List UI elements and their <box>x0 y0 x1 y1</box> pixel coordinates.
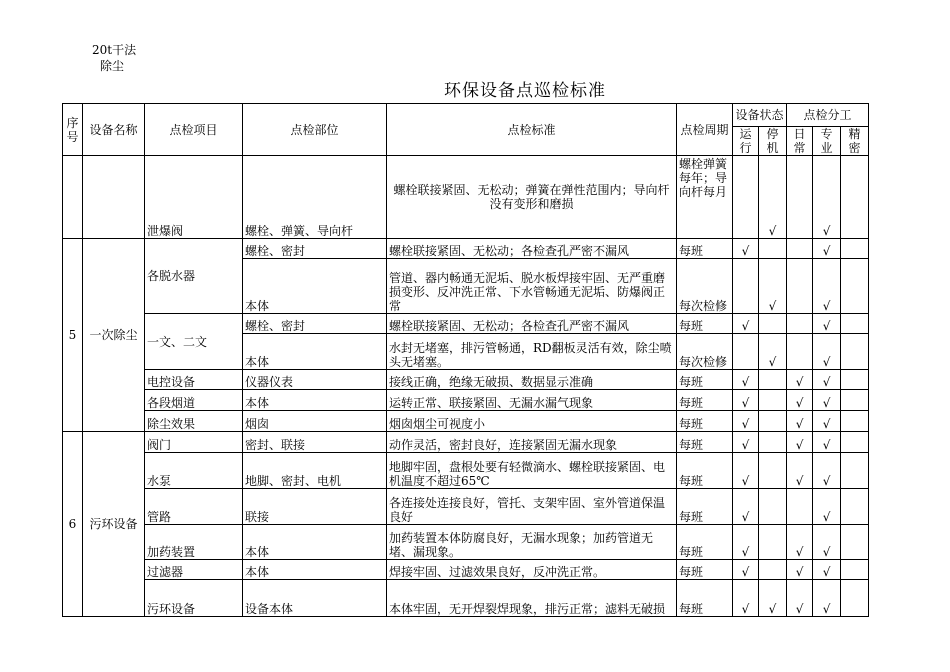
cycle-cell: 每班 <box>677 525 733 560</box>
stopped-cell <box>759 525 787 560</box>
cycle-cell: 每班 <box>677 314 733 334</box>
standard-cell: 地脚牢固，盘根处要有轻微滴水、螺栓联接紧固、电机温度不超过65℃ <box>387 453 677 489</box>
part-cell: 螺栓、密封 <box>243 314 387 334</box>
precision-cell <box>841 156 869 239</box>
stopped-check: √ <box>759 156 787 239</box>
running-check: √ <box>733 432 759 453</box>
professional-check: √ <box>813 489 841 525</box>
cycle-cell: 每班 <box>677 489 733 525</box>
col-header-daily: 日常 <box>787 127 813 156</box>
cycle-cell: 每班 <box>677 432 733 453</box>
standard-cell: 螺栓联接紧固、无松动；弹簧在弹性范围内；导向杆没有变形和磨损 <box>387 156 677 239</box>
group-seq: 5 <box>63 239 83 432</box>
table-row <box>63 453 869 489</box>
part-cell: 地脚、密封、电机 <box>243 453 387 489</box>
running-check: √ <box>733 453 759 489</box>
item-cell: 电控设备 <box>145 370 243 390</box>
stopped-check: √ <box>759 259 787 314</box>
table-row <box>63 432 869 453</box>
part-cell: 螺栓、密封 <box>243 239 387 259</box>
professional-check: √ <box>813 390 841 411</box>
precision-cell <box>841 411 869 432</box>
professional-check: √ <box>813 314 841 334</box>
running-check: √ <box>733 489 759 525</box>
group-device: 一次除尘 <box>83 239 145 432</box>
precision-cell <box>841 489 869 525</box>
table-row <box>63 370 869 390</box>
col-header-stopped: 停机 <box>759 127 787 156</box>
col-header-division: 点检分工 <box>787 104 869 127</box>
seq-cell <box>63 156 83 239</box>
table-row <box>63 156 869 239</box>
stopped-cell <box>759 239 787 259</box>
device-cell <box>83 156 145 239</box>
running-check: √ <box>733 239 759 259</box>
cycle-cell: 每班 <box>677 370 733 390</box>
col-header-item: 点检项目 <box>145 104 243 156</box>
running-check: √ <box>733 390 759 411</box>
professional-check: √ <box>813 432 841 453</box>
part-cell: 密封、联接 <box>243 432 387 453</box>
daily-check: √ <box>787 432 813 453</box>
standard-cell: 水封无堵塞，排污管畅通，RD翻板灵活有效，除尘喷头无堵塞。 <box>387 334 677 370</box>
precision-cell <box>841 390 869 411</box>
daily-check: √ <box>787 580 813 617</box>
professional-check: √ <box>813 239 841 259</box>
header-line-2: 除尘 <box>100 59 125 73</box>
daily-cell <box>787 334 813 370</box>
daily-check: √ <box>787 411 813 432</box>
running-check: √ <box>733 525 759 560</box>
cycle-cell: 每次检修 <box>677 334 733 370</box>
inspection-table <box>62 103 869 617</box>
daily-check: √ <box>787 370 813 390</box>
stopped-cell <box>759 560 787 580</box>
professional-check: √ <box>813 370 841 390</box>
standard-cell: 加药装置本体防腐良好，无漏水现象；加药管道无堵、漏现象。 <box>387 525 677 560</box>
professional-check: √ <box>813 560 841 580</box>
part-cell: 本体 <box>243 560 387 580</box>
part-cell: 联接 <box>243 489 387 525</box>
part-cell: 螺栓、弹簧、导向杆 <box>243 156 387 239</box>
item-cell: 水泵 <box>145 453 243 489</box>
cycle-cell: 每班 <box>677 390 733 411</box>
standard-cell: 螺栓联接紧固、无松动；各检查孔严密不漏风 <box>387 239 677 259</box>
part-cell: 烟囱 <box>243 411 387 432</box>
standard-cell: 螺栓联接紧固、无松动；各检查孔严密不漏风 <box>387 314 677 334</box>
group-device: 污环设备 <box>83 432 145 617</box>
precision-cell <box>841 432 869 453</box>
standard-cell: 焊接牢固、过滤效果良好，反冲洗正常。 <box>387 560 677 580</box>
standard-cell: 烟囱烟尘可视度小 <box>387 411 677 432</box>
stopped-cell <box>759 314 787 334</box>
cycle-cell: 每次检修 <box>677 259 733 314</box>
daily-cell <box>787 259 813 314</box>
table-row <box>63 525 869 560</box>
professional-check: √ <box>813 334 841 370</box>
item-cell: 除尘效果 <box>145 411 243 432</box>
precision-cell <box>841 580 869 617</box>
cycle-cell: 每班 <box>677 453 733 489</box>
running-check: √ <box>733 580 759 617</box>
table-header-row-1 <box>63 104 869 127</box>
professional-check: √ <box>813 453 841 489</box>
col-header-part: 点检部位 <box>243 104 387 156</box>
professional-check: √ <box>813 259 841 314</box>
col-header-device: 设备名称 <box>83 104 145 156</box>
col-header-professional: 专业 <box>813 127 841 156</box>
table-row <box>63 560 869 580</box>
standard-cell: 动作灵活，密封良好，连接紧固无漏水现象 <box>387 432 677 453</box>
precision-cell <box>841 259 869 314</box>
precision-cell <box>841 560 869 580</box>
stopped-cell <box>759 453 787 489</box>
item-cell: 加药装置 <box>145 525 243 560</box>
standard-cell: 各连接处连接良好，管托、支架牢固、室外管道保温良好 <box>387 489 677 525</box>
running-check: √ <box>733 560 759 580</box>
stopped-cell <box>759 390 787 411</box>
table-row <box>63 489 869 525</box>
table-row <box>63 411 869 432</box>
part-cell: 本体 <box>243 334 387 370</box>
precision-cell <box>841 239 869 259</box>
table-row <box>63 314 869 334</box>
daily-cell <box>787 314 813 334</box>
daily-check: √ <box>787 390 813 411</box>
precision-cell <box>841 370 869 390</box>
cycle-cell: 每班 <box>677 239 733 259</box>
daily-check: √ <box>787 453 813 489</box>
daily-cell <box>787 156 813 239</box>
running-check: √ <box>733 411 759 432</box>
stopped-cell <box>759 411 787 432</box>
table-row <box>63 580 869 617</box>
daily-cell <box>787 489 813 525</box>
item-cell: 阀门 <box>145 432 243 453</box>
precision-cell <box>841 334 869 370</box>
precision-cell <box>841 453 869 489</box>
standard-cell: 管道、器内畅通无泥垢、脱水板焊接牢固、无严重磨损变形、反冲洗正常、下水管畅通无泥垢、防爆阀正常 <box>387 259 677 314</box>
item-cell: 过滤器 <box>145 560 243 580</box>
running-check: √ <box>733 370 759 390</box>
professional-check: √ <box>813 411 841 432</box>
daily-check: √ <box>787 560 813 580</box>
cycle-cell: 每班 <box>677 411 733 432</box>
standard-cell: 本体牢固，无开焊裂焊现象，排污正常；滤料无破损 <box>387 580 677 617</box>
professional-check: √ <box>813 525 841 560</box>
item-cell: 污环设备 <box>145 580 243 617</box>
precision-cell <box>841 314 869 334</box>
stopped-check: √ <box>759 580 787 617</box>
stopped-cell <box>759 489 787 525</box>
col-header-running: 运行 <box>733 127 759 156</box>
table-row <box>63 239 869 259</box>
table-row <box>63 390 869 411</box>
stopped-check: √ <box>759 334 787 370</box>
cycle-cell: 每班 <box>677 580 733 617</box>
col-header-status: 设备状态 <box>733 104 787 127</box>
page-title: 环保设备点巡检标准 <box>444 81 606 101</box>
part-cell: 本体 <box>243 525 387 560</box>
standard-cell: 运转正常、联接紧固、无漏水漏气现象 <box>387 390 677 411</box>
part-cell: 本体 <box>243 390 387 411</box>
running-cell <box>733 156 759 239</box>
running-cell <box>733 259 759 314</box>
group-seq: 6 <box>63 432 83 617</box>
cycle-cell: 每班 <box>677 560 733 580</box>
item-cell: 各脱水器 <box>145 239 243 314</box>
cycle-cell: 螺栓弹簧每年；导向杆每月 <box>677 156 733 239</box>
professional-check: √ <box>813 580 841 617</box>
part-cell: 设备本体 <box>243 580 387 617</box>
col-header-precision: 精密 <box>841 127 869 156</box>
daily-check: √ <box>787 525 813 560</box>
col-header-standard: 点检标准 <box>387 104 677 156</box>
col-header-cycle: 点检周期 <box>677 104 733 156</box>
professional-check: √ <box>813 156 841 239</box>
item-cell: 各段烟道 <box>145 390 243 411</box>
precision-cell <box>841 525 869 560</box>
item-cell: 泄爆阀 <box>145 156 243 239</box>
daily-cell <box>787 239 813 259</box>
running-check: √ <box>733 314 759 334</box>
part-cell: 本体 <box>243 259 387 314</box>
header-line-1: 20t干法 <box>92 43 137 57</box>
standard-cell: 接线正确，绝缘无破损、数据显示准确 <box>387 370 677 390</box>
item-cell: 管路 <box>145 489 243 525</box>
item-cell: 一文、二文 <box>145 314 243 370</box>
stopped-cell <box>759 370 787 390</box>
col-header-seq: 序号 <box>63 104 83 156</box>
stopped-cell <box>759 432 787 453</box>
running-cell <box>733 334 759 370</box>
part-cell: 仪器仪表 <box>243 370 387 390</box>
